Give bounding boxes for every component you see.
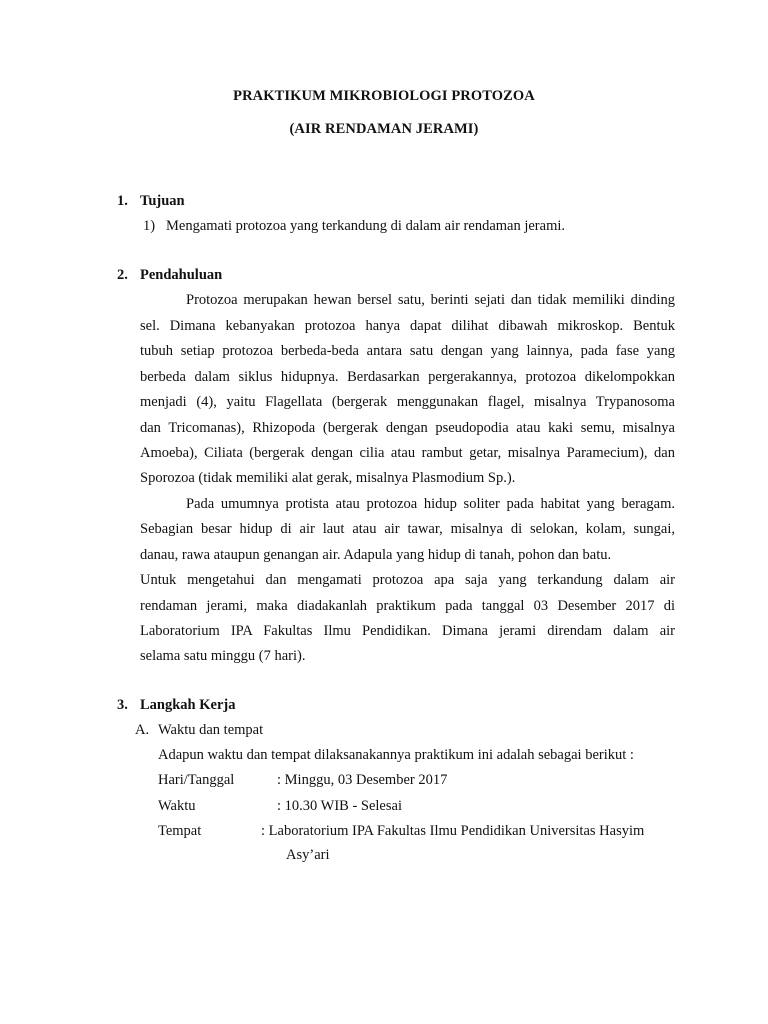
section-2-number: 2. [117,267,128,283]
subsection-a-title: Waktu dan tempat [158,722,264,738]
paragraph-line: dan Tricomanas), Rhizopoda (bergerak dengan pseudopodia atau kaki semu, misalnya [140,420,675,436]
subsection-a-intro: Adapun waktu dan tempat dilaksanakannya praktikum ini adalah sebagai berikut : [158,747,634,763]
objective-number: 1) [143,218,156,234]
row-value-hari-tanggal: : Minggu, 03 Desember 2017 [277,772,448,788]
paragraph-line: Sporozoa (tidak memiliki alat gerak, misalnya Plasmodium Sp.). [140,470,516,486]
paragraph-line: Untuk mengetahui dan mengamati protozoa apa saja yang terkandung dalam air [140,572,675,588]
section-1-number: 1. [117,193,128,209]
row-label-tempat: Tempat [158,823,202,839]
paragraph-line: sel. Dimana kebanyakan protozoa hanya dapat dilihat dibawah mikroskop. Bentuk [140,318,675,334]
paragraph-line: Protozoa merupakan hewan bersel satu, berinti sejati dan tidak memiliki dinding [186,292,675,308]
paragraph-line: Laboratorium IPA Fakultas Ilmu Pendidikan. Dimana jerami direndam dalam air [140,623,675,639]
row-value-waktu: : 10.30 WIB - Selesai [277,798,402,814]
row-value-tempat-continued: Asy’ari [286,847,330,863]
row-label-waktu: Waktu [158,798,196,814]
paragraph-line: tubuh setiap protozoa berbeda-beda antara satu dengan yang lainnya, pada fase yang [140,343,675,359]
paragraph-line: Pada umumnya protista atau protozoa hidup soliter pada habitat yang beragam. [186,496,675,512]
section-1-title: Tujuan [140,193,185,209]
section-3-title: Langkah Kerja [140,697,236,713]
section-2-title: Pendahuluan [140,267,223,283]
paragraph-line: Sebagian besar hidup di air laut atau air tawar, misalnya di selokan, kolam, sungai, [140,521,675,537]
paragraph-line: berbeda dalam siklus hidupnya. Berdasarkan pergerakannya, protozoa dikelompokkan [140,369,675,385]
paragraph-line: selama satu minggu (7 hari). [140,648,306,664]
document-title: PRAKTIKUM MIKROBIOLOGI PROTOZOA [233,88,535,104]
paragraph-line: menjadi (4), yaitu Flagellata (bergerak menggunakan flagel, misalnya Trypanosoma [140,394,675,410]
row-value-tempat: : Laboratorium IPA Fakultas Ilmu Pendidikan Universitas Hasyim [261,823,645,839]
paragraph-line: Amoeba), Ciliata (bergerak dengan cilia atau rambut getar, misalnya Paramecium), dan [140,445,675,461]
row-label-hari-tanggal: Hari/Tanggal [158,772,235,788]
paragraph-line: rendaman jerami, maka diadakanlah praktikum pada tanggal 03 Desember 2017 di [140,598,675,614]
paragraph-line: danau, rawa ataupun genangan air. Adapula yang hidup di tanah, pohon dan batu. [140,547,612,563]
document-subtitle: (AIR RENDAMAN JERAMI) [289,121,479,137]
objective-text: Mengamati protozoa yang terkandung di dalam air rendaman jerami. [166,218,566,234]
section-3-number: 3. [117,697,128,713]
subsection-a-number: A. [135,722,150,738]
